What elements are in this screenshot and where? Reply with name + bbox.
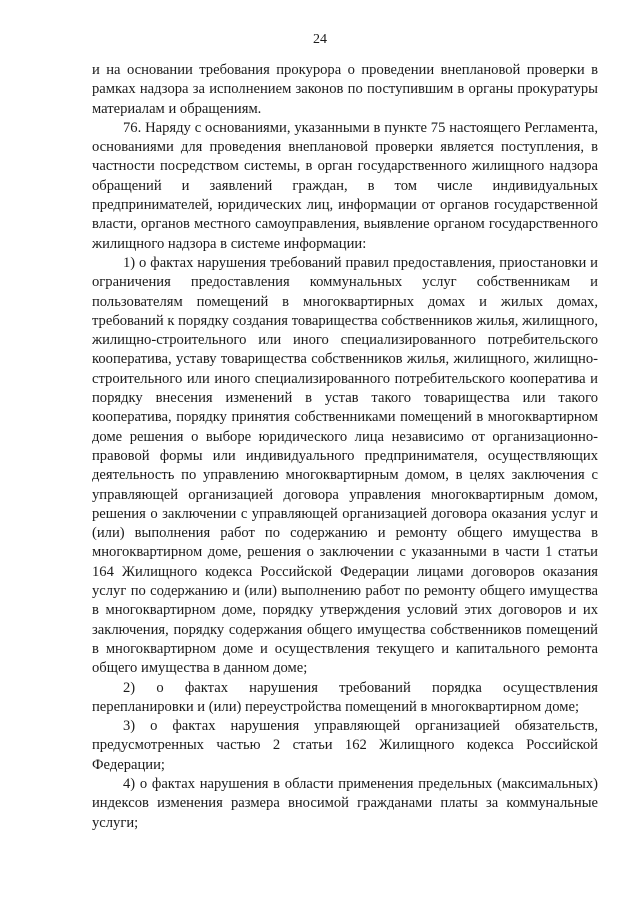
page-number: 24 (313, 32, 327, 47)
paragraph-subitem-1: 1) о фактах нарушения требований правил предоставления, приостановки и ограничения предоставления коммунальных услуг собственникам и пользователям помещений в многоквартирных домах и жилых домах, требований к порядку создания товарищества собственников жилья, жилищного, жилищно-строительного или иного специализированного потребительского кооператива, уставу товарищества собственников жилья, жилищного, жилищно-строительного или иного специализированного потребительского кооператива и порядку внесения изменений в устав такого товарищества или такого кооператива, порядку принятия собственниками помещений в многоквартирном доме решения о выборе юридического лица независимо от организационно-правовой формы или индивидуального предпринимателя, осуществляющих деятельность по управлению многоквартирным домом, в целях заключения с управляющей организацией договора управления многоквартирным домом, решения о заключении с управляющей организацией договора оказания услуг и (или) выполнения работ по содержанию и ремонту общего имущества в многоквартирном доме, решения о заключении с указанными в части 1 статьи 164 Жилищного кодекса Российской Федерации лицами договоров оказания услуг по содержанию и (или) выполнению работ по ремонту общего имущества в многоквартирном доме, порядку утверждения условий этих договоров и их заключения, порядку содержания общего имущества собственников помещений в многоквартирном доме и осуществления текущего и капитального ремонта общего имущества в данном доме; (92, 254, 598, 677)
paragraph-continuation: и на основании требования прокурора о проведении внеплановой проверки в рамках надзора за исполнением законов по поступившим в органы прокуратуры материалам и обращениям. (92, 62, 598, 117)
paragraph-item-76: 76. Наряду с основаниями, указанными в пункте 75 настоящего Регламента, основаниями для проведения внеплановой проверки является поступления, в частности посредством системы, в орган государственного жилищного надзора обращений и заявлений граждан, в том числе индивидуальных предпринимателей, юридических лиц, информации от органов государственной власти, органов местного самоуправления, выявление органом государственного жилищного надзора в системе информации: (92, 119, 598, 252)
paragraph-subitem-2: 2) о фактах нарушения требований порядка осуществления перепланировки и (или) переустройства помещений в многоквартирном доме; (92, 679, 598, 715)
paragraph-subitem-4: 4) о фактах нарушения в области применения предельных (максимальных) индексов изменения размера вносимой гражданами платы за коммунальные услуги; (92, 775, 598, 831)
document-body (92, 61, 598, 833)
paragraph-subitem-3: 3) о фактах нарушения управляющей организацией обязательств, предусмотренных частью 2 статьи 162 Жилищного кодекса Российской Федерации; (92, 718, 598, 773)
